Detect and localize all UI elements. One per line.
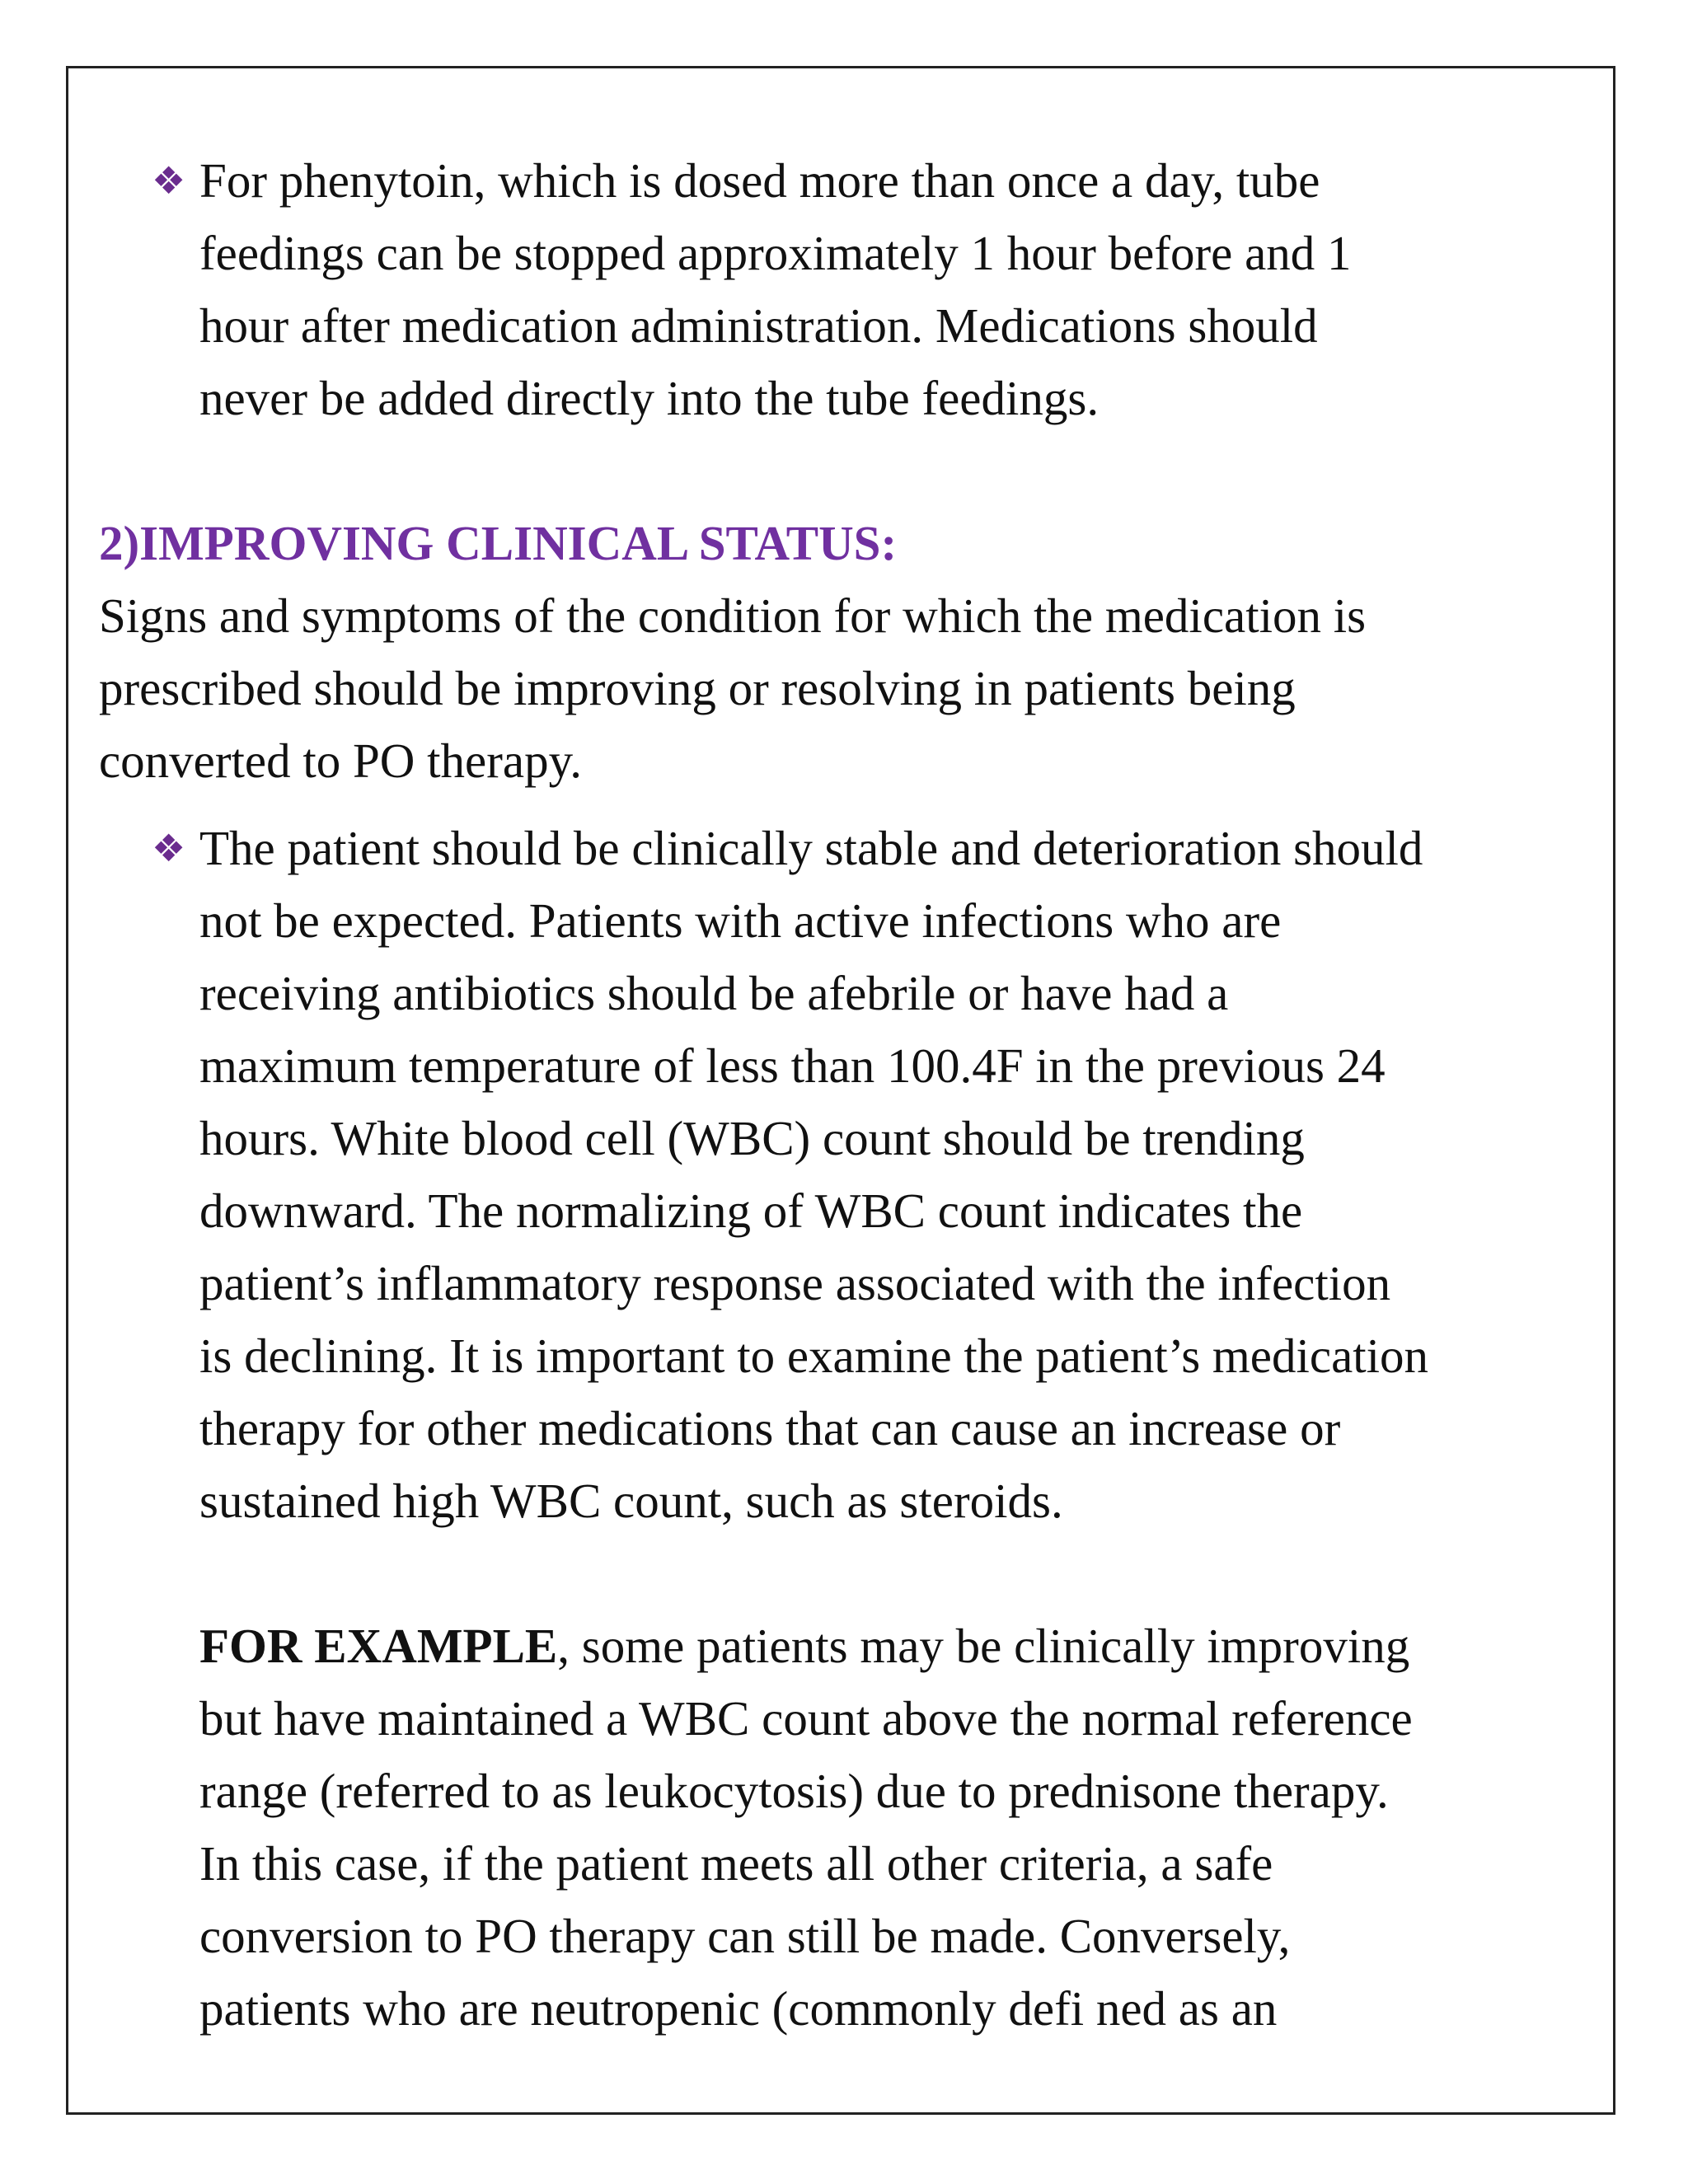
bullet-phenytoin-text: For phenytoin, which is dosed more than once a day, tube feedings can be stopped approximately 1 hour before and 1 hour after medication administration. Medications should never be added directly into the tube feedings. xyxy=(199,153,1352,425)
bullet-phenytoin xyxy=(99,144,1615,434)
diamond-bullet-icon: ❖ xyxy=(152,158,186,203)
document-content xyxy=(99,144,1615,2045)
bullet-clinical-stability-text: The patient should be clinically stable and deterioration should not be expected. Patients with active infections who are receiving antibiotics should be afebrile or have had a maximum temperature of less than 100.4F in the previous 24 hours. White blood cell (WBC) count should be trending downward. The normalizing of WBC count indicates the patient’s inflammatory response associated with the infection is declining. It is important to examine the patient’s medication therapy for other medications that can cause an increase or sustained high WBC count, such as steroids. xyxy=(199,821,1429,1528)
section-intro: Signs and symptoms of the condition for which the medication is prescribed should be improving or resolving in patients being converted to PO therapy. xyxy=(99,588,1367,788)
diamond-bullet-icon: ❖ xyxy=(152,826,186,870)
section-heading: 2)IMPROVING CLINICAL STATUS: xyxy=(99,516,898,570)
example-body: , some patients may be clinically improving but have maintained a WBC count above the normal reference range (referred to as leukocytosis) due to prednisone therapy. In this case, if the patient meets all other criteria, a safe conversion to PO therapy can still be made. Conversely, patients who are neutropenic (commonly defi ned as an xyxy=(199,1619,1413,2036)
spacer xyxy=(99,797,1615,812)
example-text xyxy=(199,1610,1615,2045)
bullet-clinical-stability xyxy=(99,812,1615,1537)
example-lead: FOR EXAMPLE xyxy=(199,1619,558,1673)
example-paragraph xyxy=(99,1610,1615,2045)
